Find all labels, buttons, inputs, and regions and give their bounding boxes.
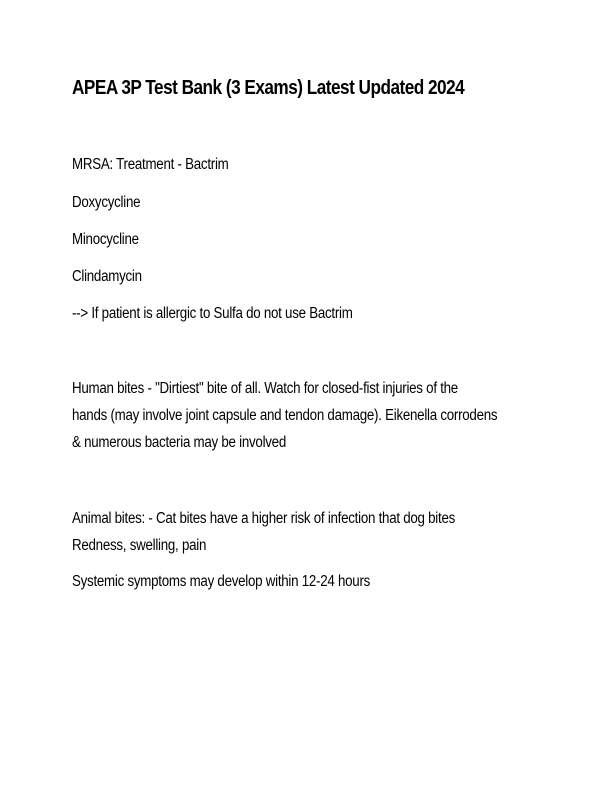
human-bites-line-2: hands (may involve joint capsule and tendon damage). Eikenella corrodens xyxy=(72,407,498,424)
animal-bites-line-1: Animal bites: - Cat bites have a higher risk of infection that dog bites xyxy=(72,510,456,527)
human-bites-line-1: Human bites - "Dirtiest" bite of all. Watch for closed-fist injuries of the xyxy=(72,380,458,397)
animal-bites-line-3: Systemic symptoms may develop within 12-24 hours xyxy=(72,573,371,590)
mrsa-drug-clindamycin: Clindamycin xyxy=(72,268,142,285)
mrsa-sulfa-note: --> If patient is allergic to Sulfa do not use Bactrim xyxy=(72,305,353,322)
mrsa-drug-doxycycline: Doxycycline xyxy=(72,194,141,211)
mrsa-heading: MRSA: Treatment - Bactrim xyxy=(72,156,229,173)
human-bites-line-3: & numerous bacteria may be involved xyxy=(72,434,287,451)
mrsa-drug-minocycline: Minocycline xyxy=(72,231,139,248)
animal-bites-line-2: Redness, swelling, pain xyxy=(72,537,207,554)
page-title: APEA 3P Test Bank (3 Exams) Latest Updated 2024 xyxy=(72,77,465,99)
